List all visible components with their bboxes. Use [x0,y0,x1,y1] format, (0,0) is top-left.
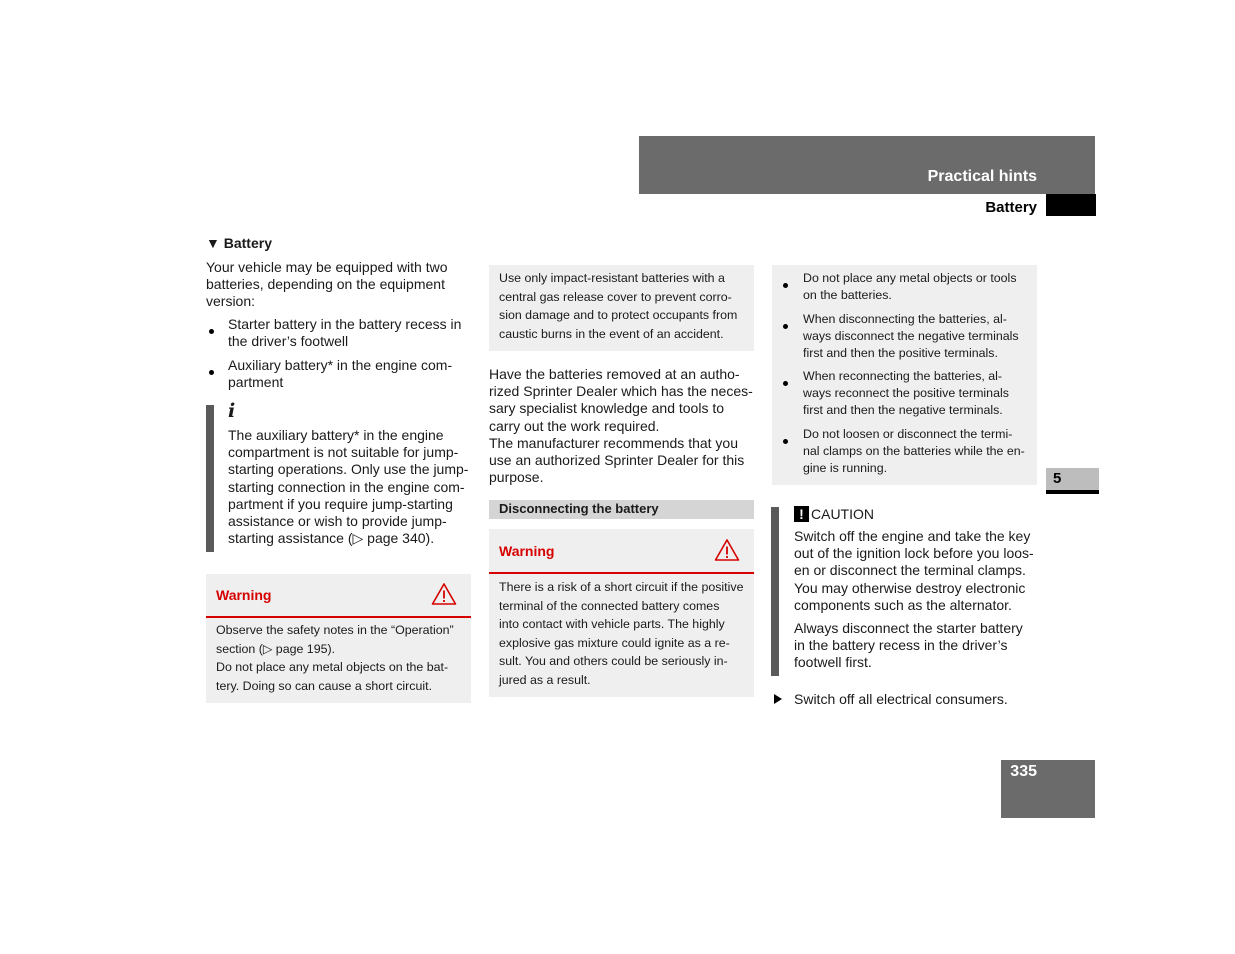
battery-heading [206,235,272,251]
subheading: Disconnecting the battery [499,501,659,516]
warning-triangle-icon [714,538,740,562]
list-item: Starter battery in the battery recess in the driver’s footwell [228,316,462,350]
dealer-paragraph: Have the batteries removed at an autho- rized Sprinter Dealer which has the neces- sary specialist knowledge and tools to carry out the work required. The manufacturer recommends that you use an authorized Sprinter Dealer for this purpose. [489,366,753,486]
bullet-icon [783,283,788,288]
chapter-number: 5 [1053,470,1062,487]
warning-text: There is a risk of a short circuit if the positive terminal of the connected battery comes into contact with vehicle parts. The highly explosive gas mixture could ignite as a re- sult. You and others could be seriously in- jured as a result. [499,580,744,687]
list-item: When disconnecting the batteries, al- ways disconnect the negative terminals first and then the positive terminals. [803,312,1019,361]
warning-divider [206,616,471,618]
info-bar [206,405,214,552]
warning-triangle-icon [431,582,457,606]
warning-title: Warning [216,587,272,603]
bullet-icon [783,324,788,329]
list-item: When reconnecting the batteries, al- ways reconnect the positive terminals first and then the negative terminals. [803,369,1009,418]
caution-bar [771,507,779,676]
chapter-title: Practical hints [927,168,1037,185]
bullet-icon [783,381,788,386]
caution-heading [794,506,874,522]
bullet-icon [209,329,214,334]
section-tab-marker [1046,194,1096,216]
page-number: 335 [1010,763,1037,780]
warning-title: Warning [499,543,555,559]
bullet-icon [209,370,214,375]
caution-icon: ! [794,506,809,522]
warning-divider [489,572,754,574]
step-instruction: Switch off all electrical consumers. [794,691,1008,707]
caution-title: CAUTION [811,506,874,522]
caution-text: Switch off the engine and take the key out of the ignition lock before you loos- en or disconnect the terminal clamps. You may otherwise destroy electronic components such as the alternator. [794,528,1034,613]
caution-text: Always disconnect the starter battery in the battery recess in the driver’s footwell first. [794,620,1023,671]
bullet-icon [783,439,788,444]
note-text: Use only impact-resistant batteries with a central gas release cover to prevent corro- sion damage and to protect occupants from caustic burns in the event of an accident. [499,271,738,341]
step-arrow-icon [773,693,783,705]
section-title: Battery [985,199,1037,216]
info-icon: i [228,400,236,422]
heading-text: Battery [223,235,272,251]
info-text: The auxiliary battery* in the engine compartment is not suitable for jump- starting operations. Only use the jump- starting connection in the engine com- partment if you require jump-starting assistance or wish to provide jump- starting assistance (▷ page 340). [228,427,469,547]
list-item: Do not place any metal objects or tools on the batteries. [803,271,1017,303]
list-item: Auxiliary battery* in the engine com- partment [228,357,453,391]
triangle-down-icon: ▼ [206,235,220,251]
warning-text: Observe the safety notes in the “Operation” section (▷ page 195). Do not place any metal objects on the bat- tery. Doing so can cause a short circuit. [216,623,454,693]
list-item: Do not loosen or disconnect the termi- nal clamps on the batteries while the en- gine is running. [803,427,1025,476]
intro-paragraph: Your vehicle may be equipped with two batteries, depending on the equipment version: [206,259,448,310]
